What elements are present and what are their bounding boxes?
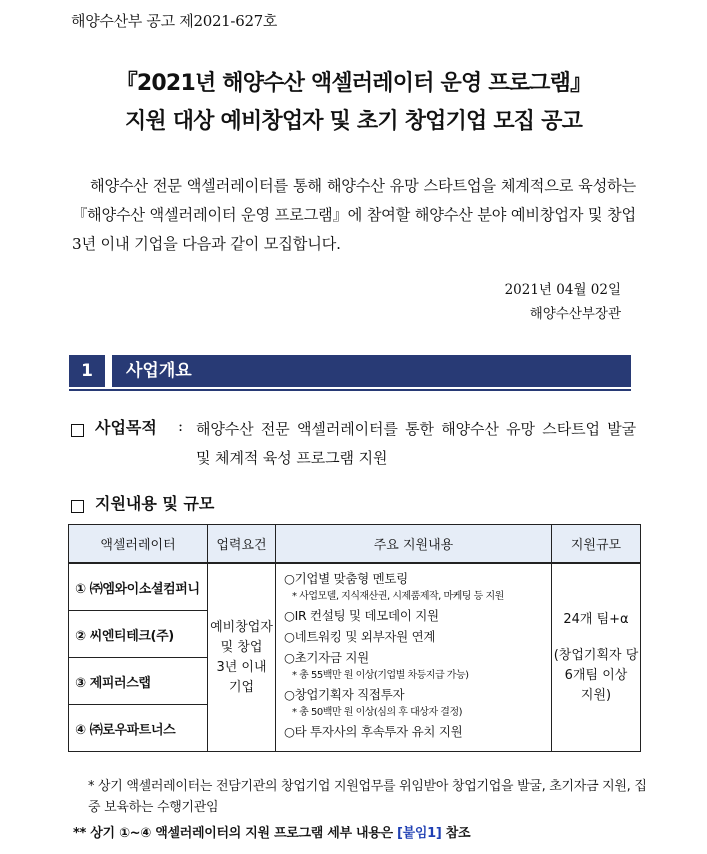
scale-cell [552,563,641,752]
contents-cell [276,563,552,752]
content-item: ○타 투자사의 후속투자 유치 지원 [284,724,463,739]
accelerator-name: ④ ㈜로우파트너스 [69,705,208,752]
title-line2: 지원 대상 예비창업자 및 초기 창업기업 모집 공고 [124,109,583,134]
accelerator-name: ② 씨엔티테크(주) [69,611,208,658]
header-requirement: 업력요건 [208,525,276,564]
content-note: * 사업모델, 지식재산권, 시제품제작, 마케팅 등 지원 [292,591,504,602]
purpose-text: 해양수산 전문 액셀러레이터를 통한 해양수산 유망 스타트업 발굴 및 체계적 육성 프로그램 지원 [196,420,636,467]
footnote-2 [73,822,470,841]
footnote-1: * 상기 액셀러레이터는 전담기관의 창업기업 지원업무를 위임받아 창업기업을 발굴, 초기자금 지원, 집중 보육하는 수행기관임 [88,779,647,815]
requirement-line: 3년 이내 [216,659,267,675]
scale-detail-line: (창업기획자 당 [553,647,639,663]
purpose-label: 사업목적 [95,418,157,437]
notice-date: 2021년 04월 02일 [504,282,621,298]
content-item: ○네트워킹 및 외부자원 연계 [284,629,436,644]
title-line1: 『2021년 해양수산 액셀러레이터 운영 프로그램』 [115,71,592,96]
scale-detail-line: 지원) [580,687,612,703]
accelerator-name: ① ㈜엠와이소셜컴퍼니 [69,563,208,611]
content-item: ○IR 컨설팅 및 데모데이 지원 [284,608,439,623]
section-number: 1 [69,355,105,387]
requirement-line: 기업 [228,679,255,695]
checkbox-square-icon [71,500,84,513]
purpose-colon: : [178,417,184,435]
footnote-2-suffix: 참조 [441,826,471,841]
table-header-row [69,525,641,564]
table-row [69,563,641,611]
content-note: * 총 55백만 원 이상(기업별 차등지급 가능) [292,670,469,681]
scale-detail-line: 6개팀 이상 [564,667,628,683]
footnote-2-prefix: ** 상기 ①~④ 액셀러레이터의 지원 프로그램 세부 내용은 [73,826,397,841]
requirement-line: 예비창업자 [210,619,273,635]
notice-number: 해양수산부 공고 제2021-627호 [71,12,278,30]
header-scale: 지원규모 [552,525,641,564]
section-title: 사업개요 [112,355,631,387]
header-accelerator: 액셀러레이터 [69,525,208,564]
requirement-line: 및 창업 [220,639,263,655]
requirement-cell [208,563,276,752]
content-item: ○초기자금 지원 [284,650,369,665]
support-label: 지원내용 및 규모 [95,494,215,513]
content-item: ○창업기획자 직접투자 [284,687,405,702]
intro-paragraph: 해양수산 전문 액셀러레이터를 통해 해양수산 유망 스타트업을 체계적으로 육성하는『해양수산 액셀러레이터 운영 프로그램』에 참여할 해양수산 분야 예비창업자 및 창업 3년 이내 기업을 다음과 같이 모집합니다. [72,177,636,253]
content-note: * 총 50백만 원 이상(심의 후 대상자 결정) [292,707,463,718]
support-table [68,524,641,752]
section-underline [69,389,631,391]
issuer: 해양수산부장관 [529,306,621,322]
checkbox-square-icon [71,424,84,437]
scale-main: 24개 팀+α [563,611,629,627]
content-item: ○기업별 맞춤형 멘토링 [284,571,408,586]
accelerator-name: ③ 제피러스랩 [69,658,208,705]
attachment-link[interactable]: [붙임1] [396,826,442,841]
header-contents: 주요 지원내용 [276,525,552,564]
